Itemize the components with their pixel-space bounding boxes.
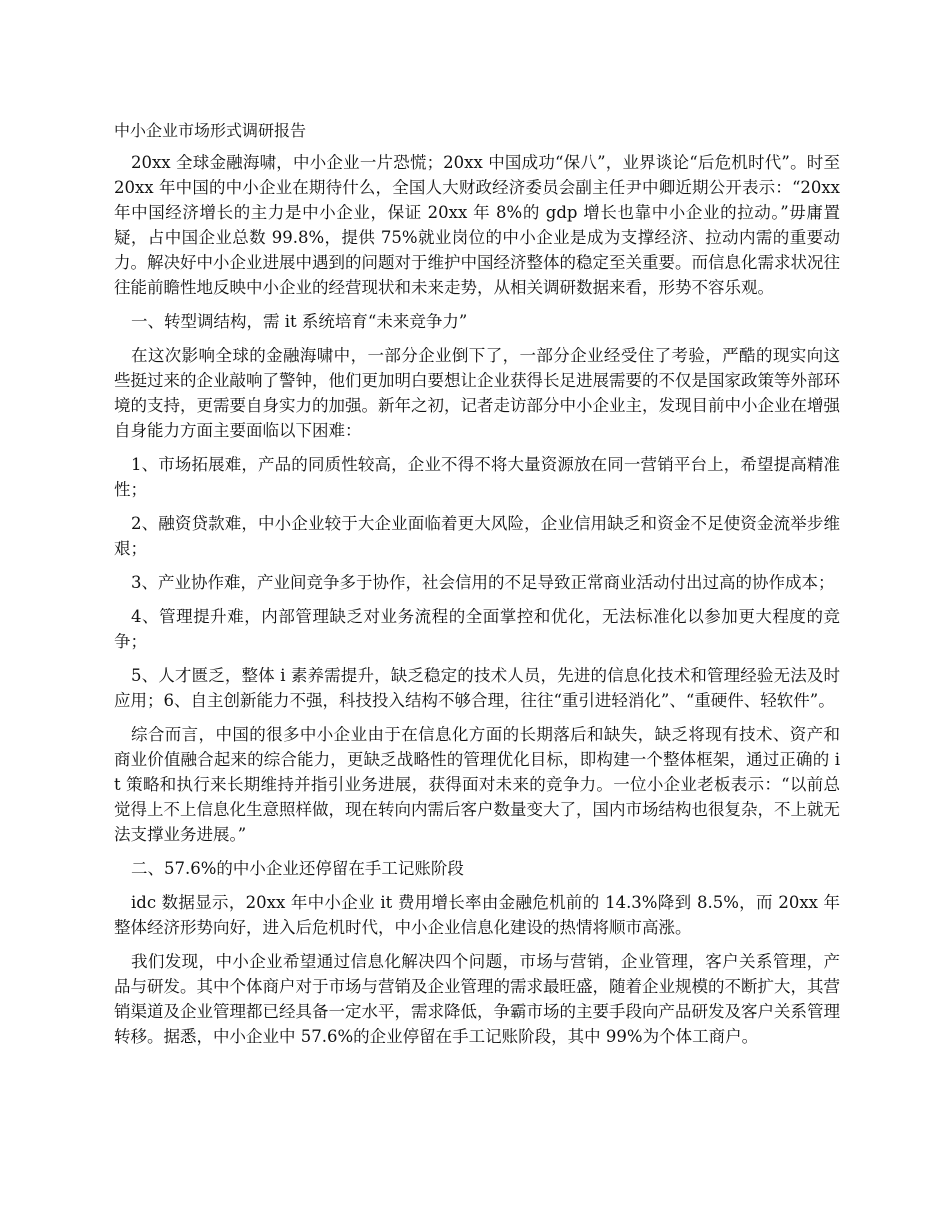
section-1-paragraph-1: 在这次影响全球的金融海啸中，一部分企业倒下了，一部分企业经受住了考验，严酷的现实向这些挺过来的企业敲响了警钟，他们更加明白要想让企业获得长足进展需要的不仅是国家政策等外部环境的支持，更需要自身实力的加强。新年之初，记者走访部分中小企业主，发现目前中小企业在增强自身能力方面主要面临以下困难： <box>114 346 840 440</box>
section-1-paragraph-2: 综合而言，中国的很多中小企业由于在信息化方面的长期落后和缺失，缺乏将现有技术、资产和商业价值融合起来的综合能力，更缺乏战略性的管理优化目标，即构建一个整体框架，通过正确的 it 策略和执行来长期维持并指引业务进展，获得面对未来的竞争力。一位小企业老板表示：“以前总觉得上不上信息化生意照样做，现在转向内需后客户数量变大了，国内市场结构也很复杂，不上就无法支撑业务进展。” <box>114 725 840 844</box>
intro-paragraph: 20xx 全球金融海啸，中小企业一片恐慌；20xx 中国成功“保八”，业界谈论“后危机时代”。时至 20xx 年中国的中小企业在期待什么，全国人大财政经济委员会副主任尹中卿近期公开表示：“20xx 年中国经济增长的主力是中小企业，保证 20xx 年 8%的 gdp 增长也靠中小企业的拉动。”毋庸置疑，占中国企业总数 99.8%，提供 75%就业岗位的中小企业是成为支撑经济、拉动内需的重要动力。解决好中小企业进展中遇到的问题对于维护中国经济整体的稳定至关重要。而信息化需求状况往往能前瞻性地反映中小企业的经营现状和未来走势，从相关调研数据来看，形势不容乐观。 <box>114 153 840 297</box>
difficulty-item-2: 2、融资贷款难，中小企业较于大企业面临着更大风险，企业信用缺乏和资金不足使资金流举步维艰； <box>114 514 840 558</box>
document-body <box>114 118 840 1058</box>
section-2-heading: 二、57.6%的中小企业还停留在手工记账阶段 <box>131 859 464 878</box>
difficulty-item-3: 3、产业协作难，产业间竞争多于协作，社会信用的不足导致正常商业活动付出过高的协作成本； <box>131 573 835 592</box>
section-2-paragraph-1: idc 数据显示，20xx 年中小企业 it 费用增长率由金融危机前的 14.3%降到 8.5%，而 20xx 年整体经济形势向好，进入后危机时代，中小企业信息化建设的热情将顺市高涨。 <box>114 893 840 937</box>
difficulty-item-4: 4、管理提升难，内部管理缺乏对业务流程的全面掌控和优化，无法标准化以参加更大程度的竞争； <box>114 607 840 651</box>
difficulty-item-5: 5、人才匮乏，整体 i 素养需提升，缺乏稳定的技术人员，先进的信息化技术和管理经验无法及时应用；6、自主创新能力不强，科技投入结构不够合理，往往“重引进轻消化”、“重硬件、轻软件”。 <box>114 666 840 710</box>
section-2-paragraph-2: 我们发现，中小企业希望通过信息化解决四个问题，市场与营销，企业管理，客户关系管理，产品与研发。其中个体商户对于市场与营销及企业管理的需求最旺盛，随着企业规模的不断扩大，其营销渠道及企业管理都已经具备一定水平，需求降低，争霸市场的主要手段向产品研发及客户关系管理转移。据悉，中小企业中 57.6%的企业停留在手工记账阶段，其中 99%为个体工商户。 <box>114 952 840 1046</box>
section-1-heading: 一、转型调结构，需 it 系统培育“未来竞争力” <box>131 312 468 331</box>
difficulty-item-1: 1、市场拓展难，产品的同质性较高，企业不得不将大量资源放在同一营销平台上，希望提高精准性； <box>114 455 840 499</box>
document-title: 中小企业市场形式调研报告 <box>114 121 307 140</box>
